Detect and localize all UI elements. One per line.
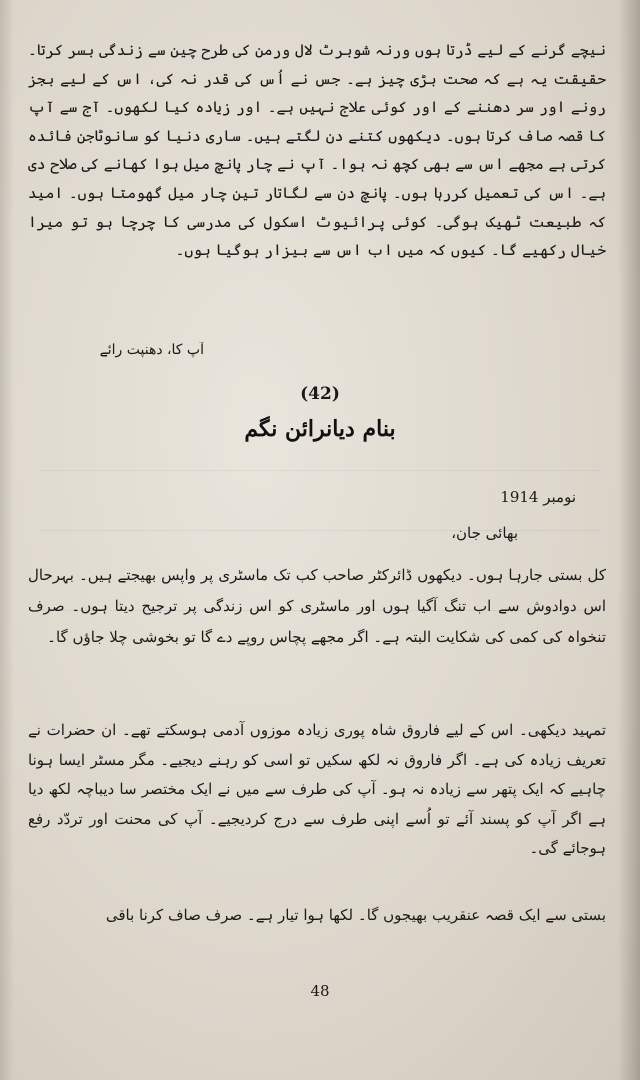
letter-heading: بنام دیانرائن نگم [244,416,396,442]
bleed-through-line [40,470,600,471]
page-right-shadow [618,0,640,1080]
paragraph: بستی سے ایک قصہ عنقریب بھیجوں گا۔ لکھا ہوا تیار ہے۔ صرف صاف کرنا باقی [105,906,606,924]
paragraph: کل بستی جارہا ہوں۔ دیکھوں ڈائرکٹر صاحب کب تک ماسٹری پر واپس بھیجتے ہیں۔ بہرحال اس دوادوش سے اب تنگ آگیا ہوں اور ماسٹری کو اس زندگی پر ترجیح دیتا ہوں۔ صرف تنخواہ کی کمی کی شکایت البتہ ہے۔ اگر مجھے پچاس روپے دے گا تو بخوشی چلا جاؤں گا۔ [28,566,606,646]
salutation: بھائی جان، [451,524,518,542]
letter-number: (42) [300,384,340,404]
letter-date: نومبر 1914 [500,488,576,506]
signature: آپ کا، دھنپت رائے [99,342,204,358]
paragraph: تمہید دیکھی۔ اس کے لیے فاروق شاہ پوری زیادہ موزوں آدمی ہوسکتے تھے۔ ان حضرات نے تعریف زیادہ کی ہے۔ اگر فاروق نہ لکھ سکیں تو اسی کو رہنے دیجیے۔ مگر مسٹر ایسا ہونا چاہیے کہ ایک پتھر سے زیادہ نہ ہو۔ آپ کی طرف سے میں نے ایک مختصر سا دیباچہ لکھ دیا ہے اگر آپ کو پسند آئے تو اُسے اپنی طرف سے درج کردیجیے۔ آپ کی محنت اور تردّد رفع ہوجائے گی۔ [28,721,606,857]
page-number: 48 [310,982,330,1000]
previous-letter-body: نیچے گرنے کے لیے ڈرتا ہوں ورنہ شوبرٹ لال ورمن کی طرح چین سے زندگی بسر کرتا۔ حقیقت یہ ہے کہ صحت بڑی چیز ہے۔ جس نے اُس کی قدر نہ کی، اس کے لیے بجز رونے اور سر دھننے کے اور کوئی علاج نہیں ہے۔ اور زیادہ کیا لکھوں۔ آج سے آپ کا قصہ صاف کرتا ہوں۔ دیکھوں کتنے دن لگتے ہیں۔ ساری دنیا کو سانوٹاجن فائدہ کرتی ہے مجھے اس سے بھی کچھ نہ ہوا۔ آپ نے چار پانچ میل ہوا کھانے کی صلاح دی ہے۔ اس کی تعمیل کررہا ہوں۔ پانچ دن سے لگاتار تین چار میل گھومتا ہوں۔ امید کہ طبیعت ٹھیک ہوگی۔ کوئی پرائیوٹ اسکول کی مدرسی کا چرچا ہو تو میرا خیال رکھیے گا۔ کیوں کہ میں اب اس سے بیزار ہوگیا ہوں۔ [27,41,606,260]
page-left-shadow [0,0,14,1080]
